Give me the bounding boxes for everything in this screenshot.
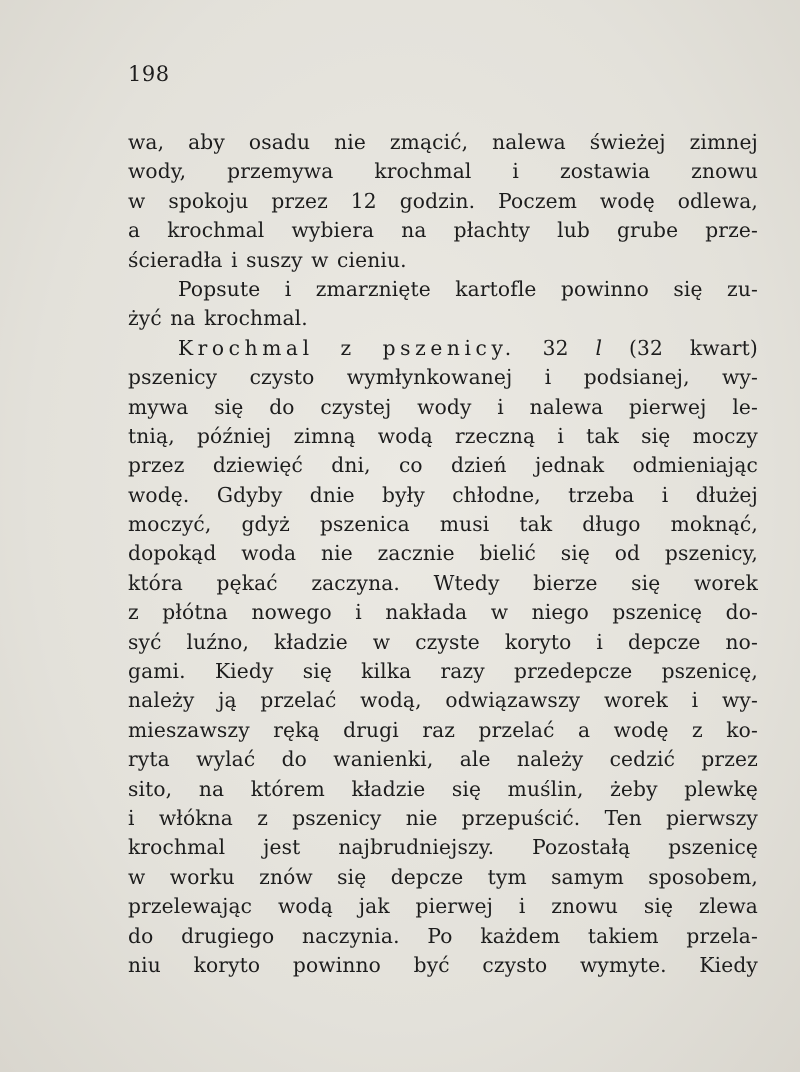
word: pszenica [319, 512, 410, 537]
word: krochmal [167, 218, 265, 243]
word: dziewięć [212, 453, 303, 478]
word: wodę [613, 717, 669, 742]
word: pierwszy [666, 805, 758, 830]
word: razy [440, 659, 485, 684]
text-line [128, 922, 758, 951]
word: i [512, 159, 520, 184]
word: moczyć, [128, 512, 212, 537]
word: wy- [722, 365, 758, 390]
word: pszenicy, [664, 541, 758, 566]
word: tak [519, 512, 553, 537]
word: pierwej [415, 894, 494, 919]
word: lub [557, 218, 590, 243]
word: co [398, 453, 423, 478]
word: cedzić [609, 747, 676, 772]
word: wybiera [291, 218, 375, 243]
word: gami. [128, 659, 186, 684]
word: powinno [292, 952, 381, 977]
word: niego [531, 600, 589, 625]
word: Poczem [498, 188, 577, 213]
word: sito, [128, 776, 173, 801]
text-line [128, 686, 758, 715]
word: wa, [128, 130, 165, 154]
word: przemywa [227, 159, 334, 184]
word: Krochmal [178, 335, 314, 360]
word: le- [732, 394, 758, 419]
word: depcze [390, 864, 464, 889]
word: ręką [273, 717, 320, 742]
word: należy [128, 688, 195, 713]
word: pierwej [629, 394, 707, 419]
word: mieszawszy [128, 717, 250, 742]
word: znowu [691, 159, 758, 184]
word: z [128, 600, 139, 625]
word: moknąć, [670, 512, 758, 537]
word: godzin. [399, 188, 476, 213]
word: worku [169, 864, 235, 889]
word: Ten [604, 805, 642, 830]
word: cieniu. [337, 247, 407, 272]
word: kładzie [274, 629, 348, 654]
text-line [128, 539, 758, 568]
word: a [578, 717, 591, 742]
word: przelać [260, 688, 337, 713]
word: się [641, 423, 671, 448]
word: i [497, 394, 504, 419]
word: zostawia [559, 159, 651, 184]
word: nalewa [492, 130, 566, 154]
word: się [302, 659, 332, 684]
word: samym [551, 864, 624, 889]
word: i [557, 423, 564, 448]
word: płótna [162, 600, 228, 625]
word: zacznie [377, 541, 455, 566]
text-line [128, 716, 758, 745]
word: się [337, 864, 367, 889]
word: koryto [504, 629, 572, 654]
word: były [382, 482, 425, 507]
word: i [544, 365, 552, 390]
word: czystej [320, 394, 392, 419]
word: spokoju [168, 188, 249, 213]
word: z [340, 335, 356, 360]
word: powinno [560, 276, 649, 301]
word: pszenicę, [661, 659, 758, 684]
word: 32 [542, 335, 569, 360]
text-line [128, 775, 758, 804]
word: nalewa [529, 394, 604, 419]
word: zmącić, [389, 130, 469, 154]
word: się [560, 541, 590, 566]
word: przelać [478, 717, 555, 742]
word: wanienki, [333, 747, 434, 772]
word: pękać [216, 570, 278, 595]
word: suszy [246, 247, 303, 272]
word: długo [582, 512, 641, 537]
word: dłużej [695, 482, 758, 507]
word: z [692, 717, 703, 742]
text-line [128, 569, 758, 598]
word: podsianej, [583, 365, 690, 390]
word: odlewa, [677, 188, 758, 213]
word: w [490, 600, 509, 625]
text-line [128, 451, 758, 480]
word: raz [422, 717, 456, 742]
word: wymłynkowanej [346, 365, 513, 390]
word: dzień [451, 453, 507, 478]
word: kwart) [689, 335, 758, 360]
word: się [643, 894, 674, 919]
word: drugiego [181, 923, 275, 948]
word: grube [616, 218, 679, 243]
word: która [128, 570, 183, 595]
word: Kiedy [214, 659, 274, 684]
word: Popsute [178, 276, 261, 301]
text-line [128, 187, 758, 216]
word: przelewając [128, 894, 253, 919]
word: na [401, 218, 427, 243]
word: kartofle [455, 276, 537, 301]
word: pszenicy. [382, 335, 516, 360]
text-line [128, 745, 758, 774]
word: każdem [480, 923, 561, 948]
text-line [128, 628, 758, 657]
text-line [128, 304, 758, 333]
word: wodę. [128, 482, 190, 507]
word: świeżej [589, 130, 666, 154]
text-line [128, 598, 758, 627]
word: i [661, 482, 669, 507]
word: dni, [331, 453, 371, 478]
word: dnie [309, 482, 355, 507]
word: krochmal. [204, 306, 308, 331]
text-line [128, 157, 758, 186]
word: w [128, 188, 146, 213]
word: i [596, 629, 603, 654]
word: gdyż [241, 512, 290, 537]
word: naczynia. [302, 923, 400, 948]
word: pszenicy [292, 805, 382, 830]
word: dopokąd [128, 541, 217, 566]
text-line [128, 951, 758, 980]
word: tnią, [128, 423, 175, 448]
word: bierze [533, 570, 598, 595]
text-line [128, 334, 758, 363]
word: do [128, 923, 154, 948]
word: woda [241, 541, 297, 566]
word: być [413, 952, 450, 977]
word: i [518, 894, 526, 919]
word: się [631, 570, 661, 595]
word: którem [250, 776, 325, 801]
word: przez [128, 453, 185, 478]
word: Wtedy [433, 570, 500, 595]
text-line [128, 128, 758, 157]
word: z [257, 805, 268, 830]
word: krochmal [128, 835, 226, 860]
word: syć [128, 629, 162, 654]
word: zlewa [698, 894, 758, 919]
text-line [128, 510, 758, 539]
word: włókna [158, 805, 233, 830]
word: odmieniając [632, 453, 758, 478]
word: i [355, 600, 362, 625]
word: na [170, 306, 196, 331]
word: depcze [627, 629, 701, 654]
word: należy [516, 747, 584, 772]
word: tak [586, 423, 619, 448]
word: zimną [293, 423, 356, 448]
word: bielić [479, 541, 536, 566]
word: sposobem, [648, 864, 758, 889]
word: takiem [587, 923, 659, 948]
word: musi [439, 512, 490, 537]
text-line [128, 363, 758, 392]
word: worek [693, 570, 758, 595]
text-line [128, 275, 758, 304]
word: w [372, 629, 391, 654]
word: jednak [535, 453, 605, 478]
word: plewkę [684, 776, 758, 801]
text-line [128, 863, 758, 892]
word: czyste [415, 629, 480, 654]
word: do [281, 747, 307, 772]
word: przedepcze [514, 659, 633, 684]
word: nie [320, 541, 353, 566]
text-line [128, 246, 758, 275]
word: przez [701, 747, 758, 772]
word: zimnej [689, 130, 758, 154]
word: i [284, 276, 292, 301]
word: później [196, 423, 272, 448]
word: ścieradła [128, 247, 223, 272]
text-line [128, 216, 758, 245]
word: a [128, 218, 141, 243]
word: się [214, 394, 244, 419]
word: (32 [628, 335, 663, 360]
word: do [269, 394, 295, 419]
word: jak [358, 894, 390, 919]
word: koryto [193, 952, 261, 977]
word: prze- [705, 218, 758, 243]
word: na [198, 776, 225, 801]
word: osadu [248, 130, 311, 154]
word: zmarznięte [315, 276, 431, 301]
word: muślin, [507, 776, 584, 801]
text-line [128, 833, 758, 862]
word: Gdyby [216, 482, 283, 507]
word: znowu [551, 894, 619, 919]
word: żyć [128, 306, 162, 331]
word: krochmal [374, 159, 472, 184]
word: kilka [361, 659, 412, 684]
word: w [311, 247, 329, 272]
word: wymyte. [579, 952, 667, 977]
word: trzeba [568, 482, 635, 507]
word: ko- [726, 717, 758, 742]
word: nowego [251, 600, 332, 625]
word: do- [725, 600, 758, 625]
word: Po [427, 923, 453, 948]
word: worek [603, 688, 668, 713]
word: Kiedy [699, 952, 758, 977]
word: drugi [343, 717, 399, 742]
word: się [673, 276, 703, 301]
word: przela- [686, 923, 758, 948]
word: czysto [482, 952, 548, 977]
word: aby [188, 130, 225, 154]
word: ją [218, 688, 237, 713]
word: chłodne, [452, 482, 541, 507]
word: i [691, 688, 699, 713]
word: rzeczną [454, 423, 536, 448]
word: przez [271, 188, 328, 213]
word: mywa [128, 394, 189, 419]
word: ale [459, 747, 491, 772]
text-line [128, 892, 758, 921]
text-line [128, 393, 758, 422]
word: jest [263, 835, 301, 860]
word: się [451, 776, 482, 801]
word: w [128, 864, 146, 889]
word: wodę [599, 188, 655, 213]
word: wodą [377, 423, 433, 448]
word: Pozostałą [532, 835, 631, 860]
word: pszenicę [612, 600, 703, 625]
word: przepuścić. [461, 805, 581, 830]
word: niu [128, 952, 161, 977]
word: znów [259, 864, 313, 889]
word: żeby [610, 776, 658, 801]
word: moczy [692, 423, 758, 448]
word: wody, [128, 159, 187, 184]
word: nakłada [385, 600, 468, 625]
word: czysto [249, 365, 315, 390]
word: najbrudniejszy. [338, 835, 495, 860]
word: od [614, 541, 641, 566]
word: ryta [128, 747, 170, 772]
word: luźno, [186, 629, 250, 654]
word: wy- [721, 688, 758, 713]
page-number: 198 [128, 62, 170, 86]
word: pszenicę [668, 835, 758, 860]
word: nie [334, 130, 366, 154]
word: wylać [196, 747, 256, 772]
word: l [595, 335, 603, 360]
word: wodą [277, 894, 333, 919]
word: kładzie [351, 776, 426, 801]
word: wodą, [360, 688, 422, 713]
word: i [128, 805, 135, 830]
word: no- [725, 629, 758, 654]
word: nie [405, 805, 438, 830]
text-line [128, 657, 758, 686]
text-line [128, 422, 758, 451]
word: zu- [727, 276, 758, 301]
body-text [128, 128, 758, 980]
text-line [128, 804, 758, 833]
text-line [128, 481, 758, 510]
word: płachty [453, 218, 531, 243]
word: pszenicy [128, 365, 218, 390]
word: odwiązawszy [445, 688, 581, 713]
word: wody [417, 394, 472, 419]
word: zaczyna. [311, 570, 401, 595]
word: 12 [350, 188, 377, 213]
word: tym [487, 864, 527, 889]
word: i [231, 247, 238, 272]
